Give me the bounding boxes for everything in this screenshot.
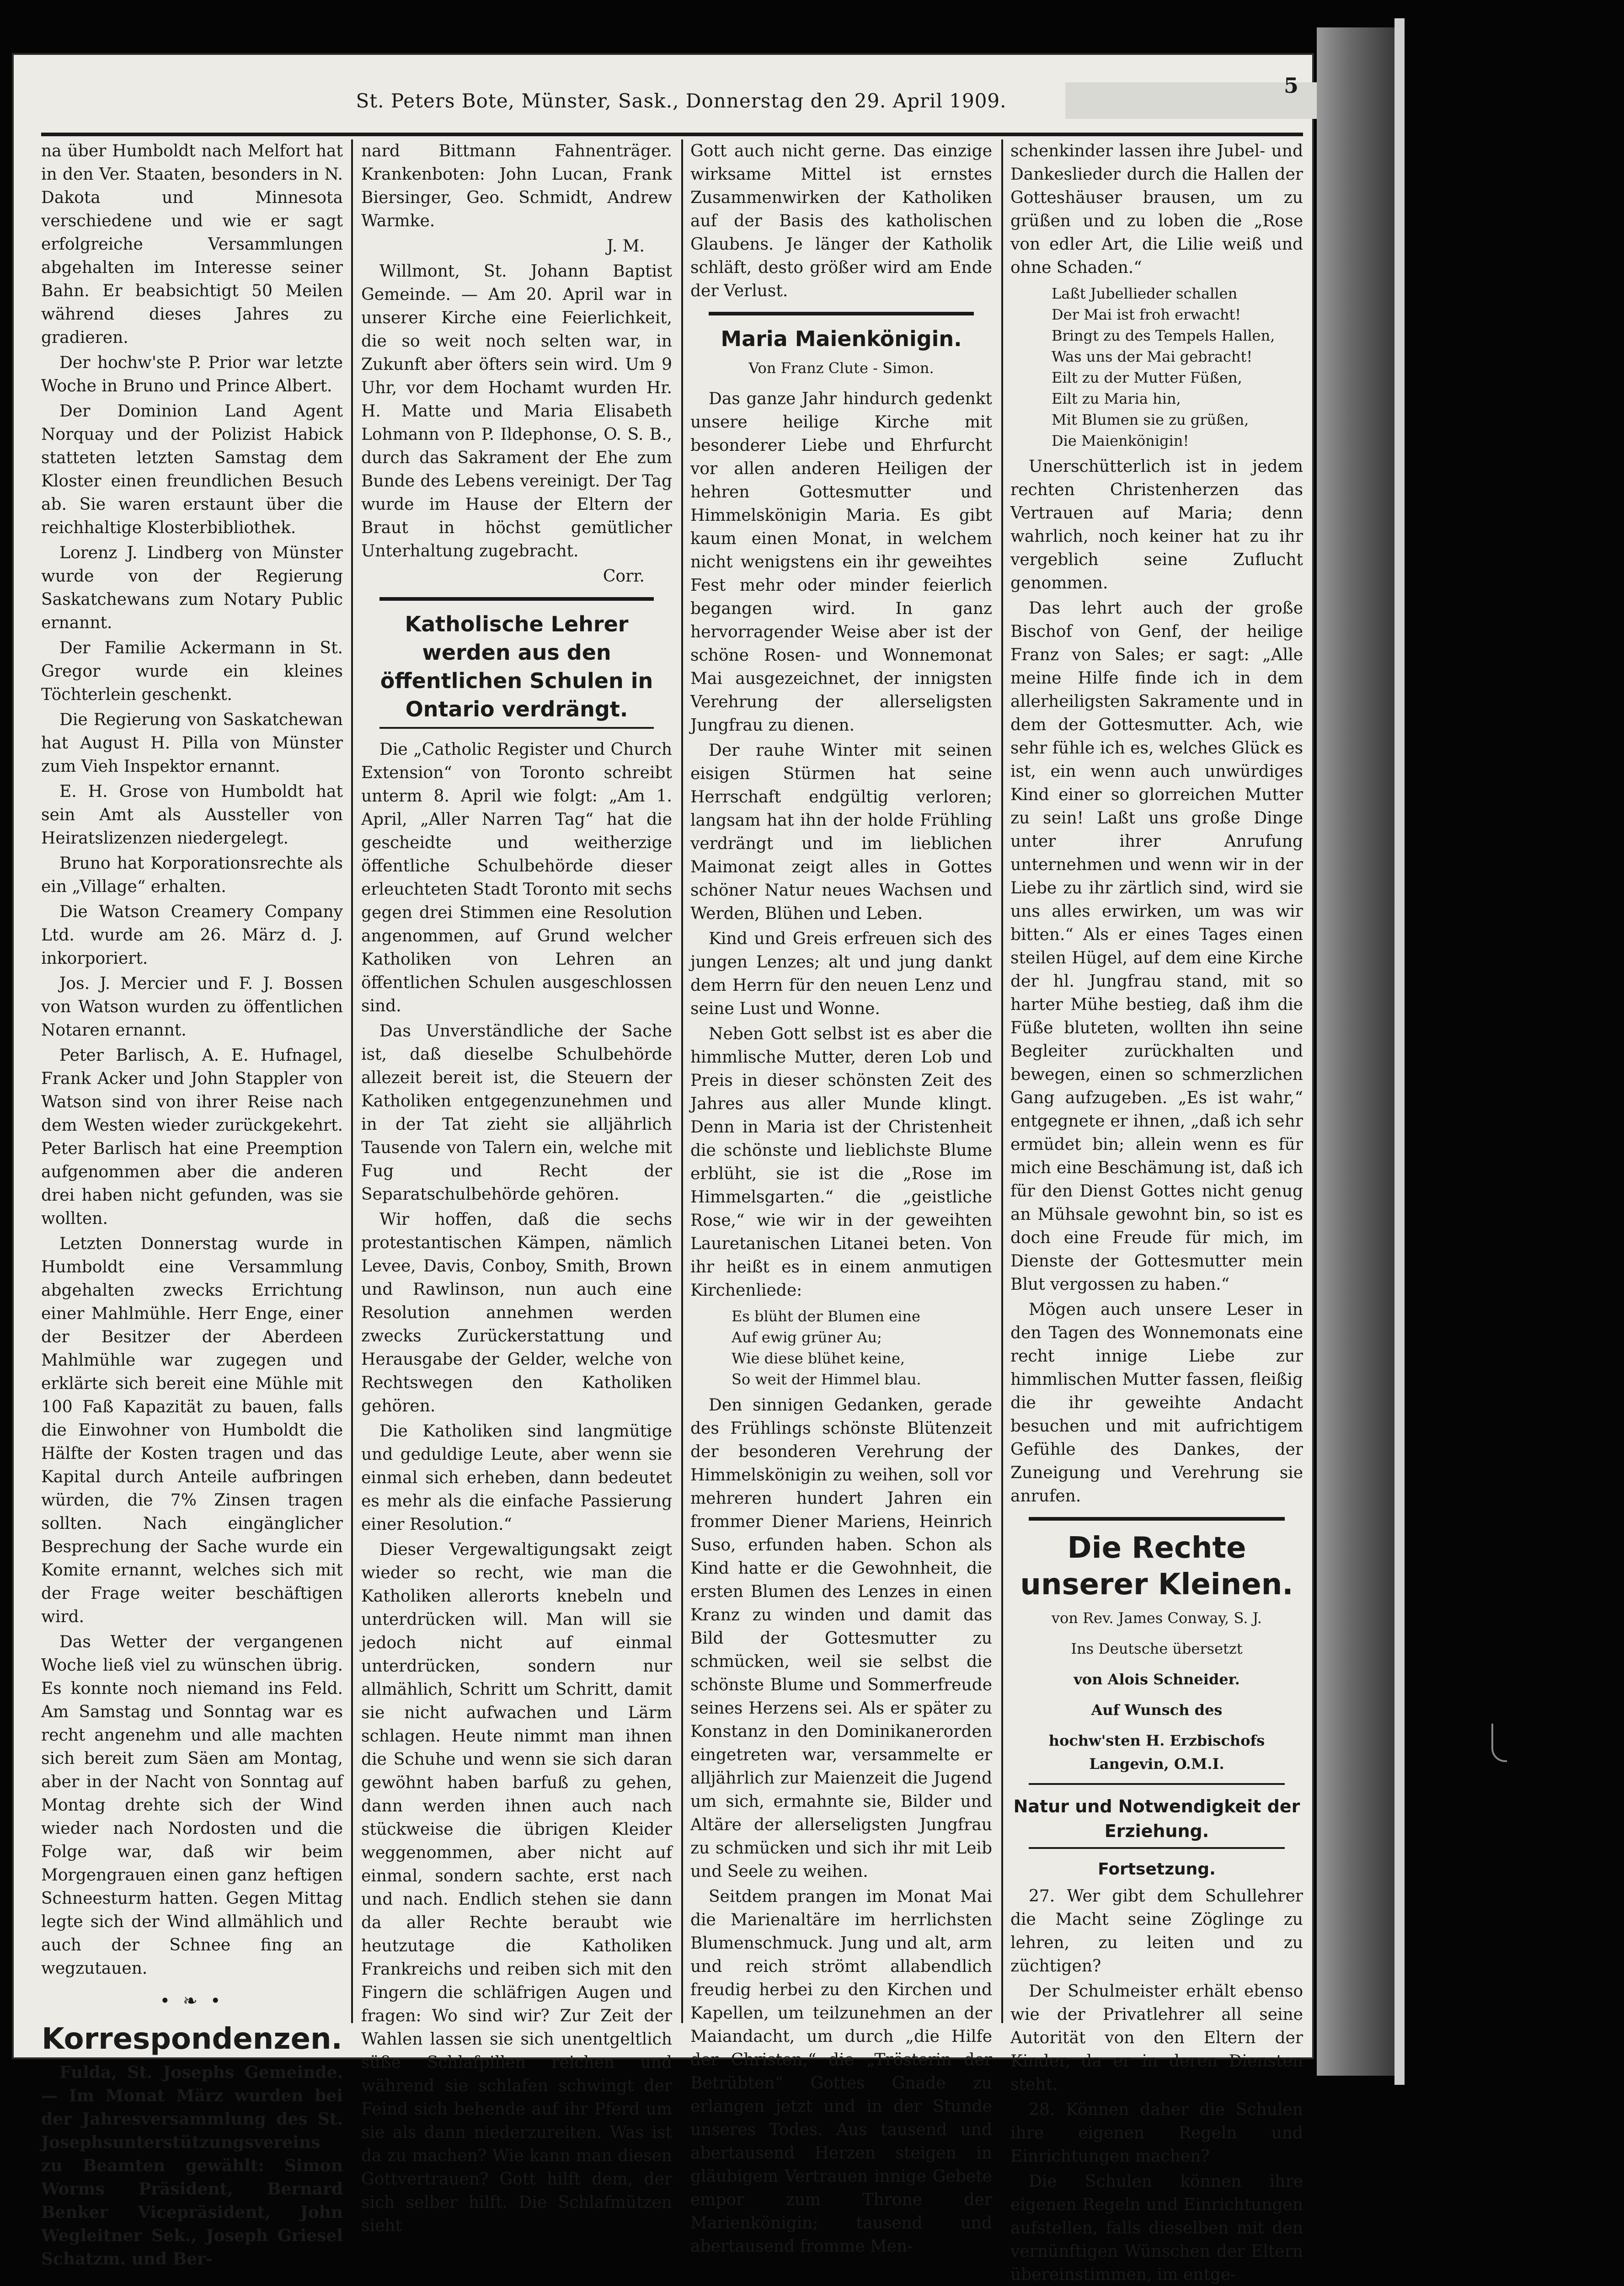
section-rule bbox=[709, 312, 974, 315]
poem-line: Die Maienkönigin! bbox=[1052, 432, 1189, 449]
article-headline: Maria Maienkönigin. bbox=[721, 326, 962, 351]
news-item: Peter Barlisch, A. E. Hufnagel, Frank Acker und John Stappler von Watson sind von ihrer Reise nach dem Westen wieder zurückgekehrt. Peter Barlisch hat eine Preemption aufgenommen aber die anderen drei haben nicht gefunden, was sie wollten. bbox=[41, 1046, 343, 1228]
header-rule bbox=[41, 133, 1303, 136]
article-paragraph: Kind und Greis erfreuen sich des jungen Lenzes; alt und jung dankt dem Herrn für den neuen Lenz und seine Lust und Wonne. bbox=[690, 929, 992, 1018]
column-divider bbox=[681, 139, 683, 2023]
article-paragraph: Den sinnigen Gedanken, gerade des Frühlings schönste Blütenzeit der besonderen Verehrung der Himmelskönigin zu weihen, soll vor mehreren hundert Jahren ein frommer Diener Mariens, Heinrich Suso, erfunden haben. Schon als Kind hatte er die Gewohnheit, die ersten Blumen des Lenzes in einen Kranz zu winden und damit das Bild der Gottesmutter zu schmücken, weil sie selbst die schönste Blume und Sommerfreude seines Herzens sei. Als er später zu Konstanz in den Dominikanerorden eingetreten war, versammelte er alljährlich zur Maienzeit die Jugend um sich, ermahnte sie, Bilder und Altäre der allerseligsten Jungfrau zu schmücken und sich ihr mit Leib und Seele zu weihen. bbox=[690, 1396, 992, 1881]
article-paragraph: Neben Gott selbst ist es aber die himmlische Mutter, deren Lob und Preis in dieser schönsten Zeit des Jahres aus aller Munde klingt. Denn in Maria ist der Christenheit die schönste und lieblichste Blume erblüht, sie ist die „Rose im Himmelsgarten.“ die „geistliche Rose,“ wie wir in der geweihten Lauretanischen Litanei beten. Von ihr heißt es in einem anmutigen Kirchenliede: bbox=[690, 1025, 992, 1300]
binding-edge-highlight bbox=[1394, 18, 1405, 2085]
column-3 bbox=[690, 139, 992, 2256]
article-paragraph: Gott auch nicht gerne. Das einzige wirksame Mittel ist ernstes Zusammenwirken der Katholiken auf der Basis des katholischen Glaubens. Je länger der Katholik schläft, desto größer wird am Ende der Verlust. bbox=[690, 142, 992, 300]
masthead: St. Peters Bote, Münster, Sask., Donnerstag den 29. April 1909. bbox=[356, 89, 1007, 112]
article-paragraph: Das Unverständliche der Sache ist, daß dieselbe Schulbehörde allezeit bereit ist, die Steuern der Katholiken entgegenzunehmen und in der Tat zieht sie alljährlich Tausende von Talern ein, welche mit Fug und Recht der Separatschulbehörde gehören. bbox=[361, 1022, 672, 1204]
poem-line: Eilt zu der Mutter Füßen, bbox=[1052, 369, 1242, 386]
article-paragraph: Wir hoffen, daß die sechs protestantischen Kämpen, nämlich Levee, Davis, Conboy, Smith, Brown und Rawlinson, nun auch eine Resolution annehmen werden zwecks Zurückerstattung und Herausgabe der Gelder, welche von Rechtswegen den Katholiken gehören. bbox=[361, 1210, 672, 1415]
page-number: 5 bbox=[1283, 73, 1298, 98]
poem-stanza bbox=[690, 1306, 992, 1390]
answer: Der Schulmeister erhält ebenso wie der Privatlehrer all seine Autorität von den Eltern der Kinder, da er in deren Diensten steht. bbox=[1010, 1982, 1303, 2094]
article-paragraph: Das ganze Jahr hindurch gedenkt unsere heilige Kirche mit besonderer Liebe und Ehrfurcht vor allen anderen Heiligen der hehren Gottesmutter und Himmelskönigin Maria. Es gibt kaum einen Monat, in welchem nicht wenigstens ein ihr geweihtes Fest mehr oder minder feierlich begangen wird. In ganz hervorragender Weise aber ist der schöne Rosen- und Wonnemonat Mai ausgezeichnet, der innigsten Verehrung der allerseligsten Jungfrau zu dienen. bbox=[690, 390, 992, 735]
ornament-divider: • ❧ • bbox=[160, 1991, 224, 2011]
poem-line: Auf ewig grüner Au; bbox=[732, 1329, 882, 1346]
section-title: Korrespondenzen. bbox=[42, 2022, 342, 2056]
request-line: Auf Wunsch des bbox=[1091, 1701, 1223, 1719]
poem-line: Bringt zu des Tempels Hallen, bbox=[1052, 327, 1275, 344]
news-item: Die Watson Creamery Company Ltd. wurde am 26. März d. J. inkorporiert. bbox=[41, 903, 343, 968]
signature: Corr. bbox=[603, 567, 645, 586]
column-divider bbox=[1001, 139, 1003, 2023]
byline: Von Franz Clute - Simon. bbox=[748, 359, 934, 377]
column-4 bbox=[1010, 139, 1303, 2284]
news-item: Bruno hat Korporationsrechte als ein „Village“ erhalten. bbox=[41, 854, 343, 896]
continued-label: Fortsetzung. bbox=[1098, 1860, 1216, 1879]
news-item: Der hochw'ste P. Prior war letzte Woche in Bruno und Prince Albert. bbox=[41, 353, 343, 395]
newspaper-page bbox=[14, 55, 1312, 2284]
article-paragraph: Dieser Vergewaltigungsakt zeigt wieder so recht, wie man die Katholiken allerorts knebeln und unterdrücken will. Man will sie jedoch nicht auf einmal unterdrücken, sondern nur allmählich, Schritt um Schritt, damit sie nicht aufwachen und Lärm schlagen. Heute nimmt man ihnen die Schuhe und wenn sie sich daran gewöhnt haben barfuß zu gehen, dann werden ihnen auch nach stückweise die übrigen Kleider weggenommen, aber nicht auf einmal, sondern sachte, erst nach und nach. Endlich stehen sie dann da aller Rechte beraubt wie heutzutage die Katholiken Frankreichs und reiben sich mit den Fingern die schläfrigen Augen und fragen: Wo sind wir? Zur Zeit der Wahlen lassen sie sich unentgeltlich süße Schlafpillen reichen und während sie schlafen schwingt der Feind sich behende auf ihr Pferd um sie als dann niederzureiten. Was ist da zu machen? Wie kann man diesen Gottvertrauen? Gott hilft dem, der sich selber hilft. Die Schlafmützen sieht bbox=[361, 1540, 672, 2235]
section-rule bbox=[1029, 1847, 1285, 1849]
question: 28. Können daher die Schulen ihre eigenen Regeln und Einrichtungen machen? bbox=[1010, 2100, 1303, 2166]
answer: Die Schulen können ihre eigenen Regeln und Einrichtungen aufstellen, falls dieselben mit den vernünftigen Wünschen der Eltern übereinstimmen, im entge- bbox=[1010, 2172, 1303, 2284]
section-rule bbox=[379, 727, 654, 729]
news-item: Der Dominion Land Agent Norquay und der Polizist Habick statteten letzten Samstag dem Kloster einen freundlichen Besuch ab. Sie waren erstaunt über die reichhaltige Klosterbibliothek. bbox=[41, 402, 343, 537]
correspondence-item: Willmont, St. Johann Baptist Gemeinde. — Am 20. April war in unserer Kirche eine Feierlichkeit, die so weit noch selten war, in Zukunft aber öfters sein wird. Um 9 Uhr, vor dem Hochamt wurden Hr. H. Matte und Maria Elisabeth Lohmann von P. Ildephonse, O. S. B., durch das Sakrament der Ehe zum Bunde des Lebens vereinigt. Der Tag wurde im Hause der Eltern der Braut in höchst gemütlicher Unterhaltung zugebracht. bbox=[361, 262, 672, 561]
poem-line: Wie diese blühet keine, bbox=[732, 1350, 905, 1367]
correspondence-item: nard Bittmann Fahnenträger. Krankenboten: John Lucan, Frank Biersinger, Geo. Schmidt, Andrew Warmke. bbox=[361, 142, 672, 230]
news-item: Die Regierung von Saskatchewan hat August H. Pilla von Münster zum Vieh Inspektor ernannt. bbox=[41, 710, 343, 776]
column-1 bbox=[41, 139, 343, 2269]
pencil-mark bbox=[1491, 1724, 1507, 1762]
poem-line: Der Mai ist froh erwacht! bbox=[1052, 306, 1241, 323]
poem-line: So weit der Himmel blau. bbox=[732, 1371, 921, 1388]
correspondence-item: Fulda, St. Josephs Gemeinde. — Im Monat März wurden bei der Jahresversammlung des St. Josephsunterstützungsvereins zu Beamten gewählt: Simon Worms Präsident, Bernard Benker Vicepräsident, John Wegleitner Sek., Joseph Griesel Schatzm. und Ber- bbox=[41, 2063, 343, 2269]
poem-line: Eilt zu Maria hin, bbox=[1052, 390, 1181, 407]
question: 27. Wer gibt dem Schullehrer die Macht seine Zöglinge zu lehren, zu leiten und zu züchtigen? bbox=[1010, 1887, 1303, 1976]
binding-edge bbox=[1317, 27, 1394, 2076]
article-paragraph: Das lehrt auch der große Bischof von Genf, der heilige Franz von Sales; er sagt: „Alle meine Hilfe finde ich in dem allerheiligsten Sakramente und in dem der Gottesmutter. Ach, wie sehr fühle ich es, welches Glück es ist, ein wenn auch unwürdiges Kind einer so glorreichen Mutter zu sein! Laßt uns große Dinge unter ihrer Anrufung unternehmen und wenn wir in der Liebe zu ihr zärtlich sind, wird sie uns alles erwirken, um was wir bitten.“ Als er eines Tages einen steilen Hügel, auf dem eine Kirche der hl. Jungfrau stand, mit so harter Mühe bestieg, daß ihm die Füße bluteten, wollten ihn seine Begleiter zurückhalten und bewegen, einen so schmerzlichen Gang aufzugeben. „Es ist wahr,“ entgegnete er ihnen, „daß ich sehr ermüdet bin; allein wenn es für mich eine Beschämung ist, daß ich für den Dienst Gottes nicht genug an Mühsale gewohnt bin, so ist es doch eine Freude für mich, im Dienste der Gottesmutter mein Blut vergossen zu haben.“ bbox=[1010, 599, 1303, 1294]
news-item: Jos. J. Mercier und F. J. Bossen von Watson wurden zu öffentlichen Notaren ernannt. bbox=[41, 974, 343, 1040]
article-paragraph: Seitdem prangen im Monat Mai die Marienaltäre im herrlichsten Blumenschmuck. Jung und alt, arm und reich strömt allabendlich freudig herbei zu den Kirchen und Kapellen, um teilzunehmen an der Maiandacht, um durch „die Hilfe der Christen,“ die „Trösterin der Betrübten“ Gottes Gnade zu erlangen jetzt und in der Stunde unseres Todes. Aus tausend und abertausend Herzen steigen in gläubigem Vertrauen innige Gebete empor zum Throne der Marienkönigin; tausend und abertausend fromme Men- bbox=[690, 1887, 992, 2256]
poem-line: Mit Blumen sie zu grüßen, bbox=[1052, 411, 1249, 428]
poem-stanza bbox=[1010, 283, 1303, 451]
news-item: Der Familie Ackermann in St. Gregor wurde ein kleines Töchterlein geschenkt. bbox=[41, 639, 343, 704]
byline: von Rev. James Conway, S. J. bbox=[1051, 1609, 1262, 1627]
article-paragraph: Die „Catholic Register und Church Extension“ von Toronto schreibt unterm 8. April wie folgt: „Am 1. April, „Aller Narren Tag“ hat die gescheidte und weitherzige öffentliche Schulbehörde dieser erleuchteten Stadt Toronto mit sechs gegen drei Stimmen eine Resolution angenommen, auf Grund welcher Katholiken von Lehren an öffentlichen Schulen ausgeschlossen sind. bbox=[361, 740, 672, 1015]
poem-line: Laßt Jubellieder schallen bbox=[1052, 285, 1238, 302]
article-paragraph: Mögen auch unsere Leser in den Tagen des Wonnemonats eine recht innige Liebe zur himmlischen Mutter fassen, fleißig die ihr geweihte Andacht besuchen und mit aufrichtigem Gefühle des Dankes, der Zuneigung und Verehrung sie anrufen. bbox=[1010, 1300, 1303, 1506]
section-rule bbox=[379, 597, 654, 601]
news-item: Das Wetter der vergangenen Woche ließ viel zu wünschen übrig. Es konnte noch niemand ins Feld. Am Samstag und Sonntag war es recht angenehm und alle machten sich bereit zum Säen am Montag, aber in der Nacht von Sonntag auf Montag drehte sich der Wind wieder nach Nordosten und die Folge war, daß wir beim Morgengrauen einen ganz heftigen Schneesturm hatten. Gegen Mittag legte sich der Wind allmählich und auch der Schnee fing an wegzutauen. bbox=[41, 1633, 343, 1978]
column-2 bbox=[361, 139, 672, 2235]
section-rule bbox=[1029, 1783, 1285, 1785]
request-archbishop: hochw'sten H. Erzbischofs Langevin, O.M.I. bbox=[1048, 1732, 1265, 1773]
news-item: Lorenz J. Lindberg von Münster wurde von der Regierung Saskatchewans zum Notary Public ernannt. bbox=[41, 544, 343, 632]
article-headline: Die Rechte unserer Kleinen. bbox=[1020, 1531, 1293, 1602]
column-divider bbox=[351, 139, 353, 2023]
translator-name: von Alois Schneider. bbox=[1074, 1671, 1240, 1688]
subheading: Natur und Notwendigkeit der Erziehung. bbox=[1013, 1796, 1300, 1841]
translator-line: Ins Deutsche übersetzt bbox=[1071, 1640, 1243, 1657]
news-item: Letzten Donnerstag wurde in Humboldt eine Versammlung abgehalten zwecks Errichtung einer Mahlmühle. Herr Enge, einer der Besitzer der Aberdeen Mahlmühle war zugegen und erklärte sich bereit eine Mühle mit 100 Faß Kapazität zu bauen, falls die Einwohner von Humboldt die Hälfte der Kosten tragen und das Kapital durch Anteile aufbringen würden, die 7% Zinsen tragen sollten. Nach eingänglicher Besprechung der Sache wurde ein Komite ernannt, welches sich mit der Frage weiter beschäftigen wird. bbox=[41, 1234, 343, 1626]
poem-line: Was uns der Mai gebracht! bbox=[1052, 348, 1253, 365]
article-paragraph: Unerschütterlich ist in jedem rechten Christenherzen das Vertrauen auf Maria; denn wahrlich, noch keiner hat zu ihr vergeblich seine Zuflucht genommen. bbox=[1010, 457, 1303, 593]
news-item: na über Humboldt nach Melfort hat in den Ver. Staaten, besonders in N. Dakota und Minnesota verschiedene und wie er sagt erfolgreiche Versammlungen abgehalten im Interesse seiner Bahn. Er beabsichtigt 50 Meilen während dieses Jahres zu gradieren. bbox=[41, 142, 343, 347]
article-paragraph: Der rauhe Winter mit seinen eisigen Stürmen hat seine Herrschaft endgültig verloren; langsam hat ihn der holde Frühling verdrängt und im lieblichen Maimonat zeigt alles in Gottes schöner Natur neues Wachsen und Werden, Blühen und Leben. bbox=[690, 741, 992, 923]
news-item: E. H. Grose von Humboldt hat sein Amt als Aussteller von Heiratslizenzen niedergelegt. bbox=[41, 782, 343, 848]
section-rule bbox=[1029, 1517, 1285, 1521]
poem-line: Es blüht der Blumen eine bbox=[732, 1308, 920, 1325]
signature: J. M. bbox=[607, 237, 645, 256]
article-paragraph: Die Katholiken sind langmütige und geduldige Leute, aber wenn sie einmal sich erheben, dann bedeutet es mehr als die einfache Passierung einer Resolution.“ bbox=[361, 1422, 672, 1534]
article-headline: Katholische Lehrer werden aus den öffentlichen Schulen in Ontario verdrängt. bbox=[380, 612, 653, 721]
article-paragraph: schenkinder lassen ihre Jubel- und Dankeslieder durch die Hallen der Gotteshäuser brausen, um zu grüßen und zu loben die „Rose von edler Art, die Lilie weiß und ohne Schaden.“ bbox=[1010, 142, 1303, 277]
